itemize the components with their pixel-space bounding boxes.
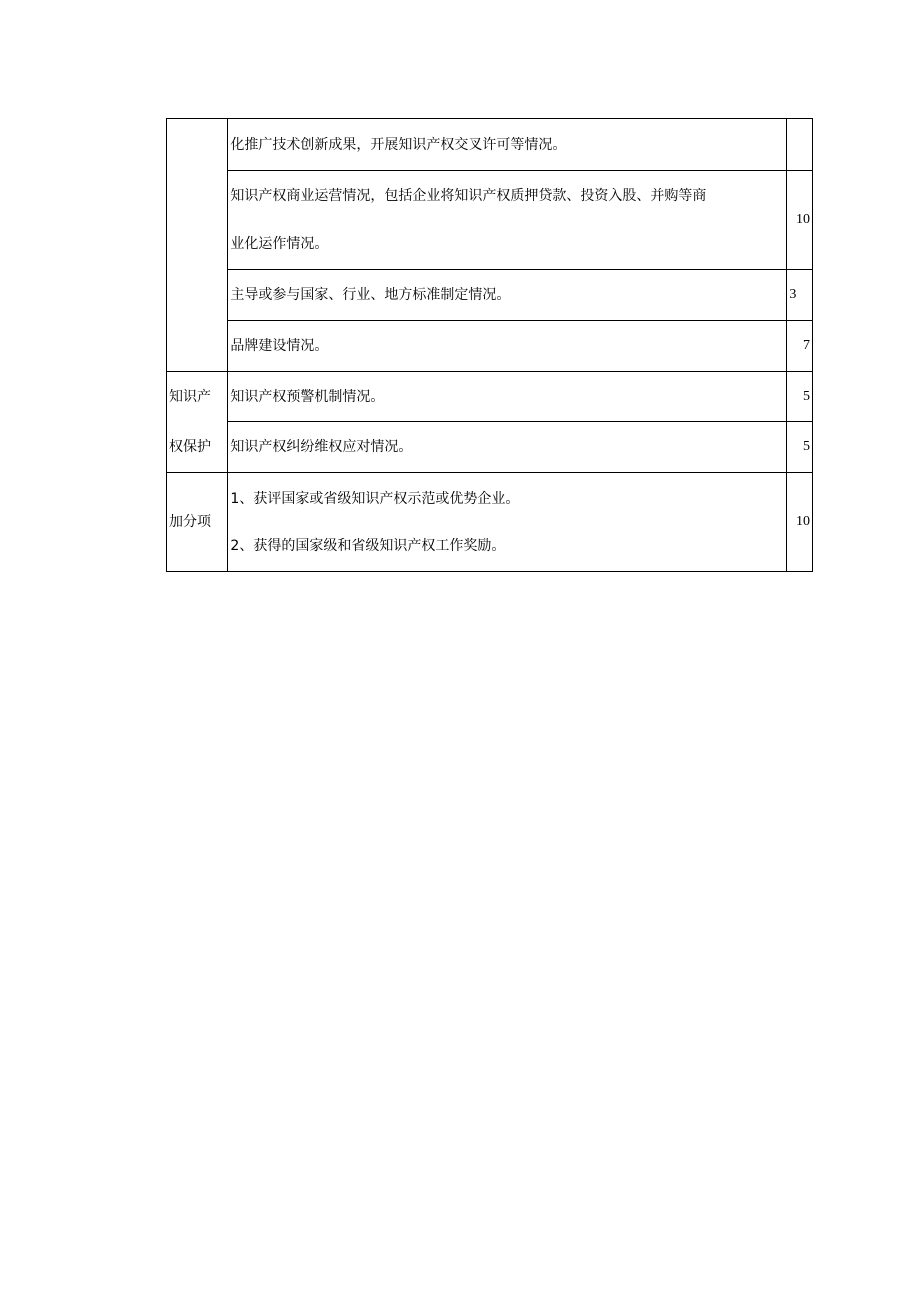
description-cell xyxy=(228,372,787,422)
row-description: 品牌建设情况。 xyxy=(230,338,329,354)
score-cell xyxy=(787,473,813,572)
row-description: 知识产权预警机制情况。 xyxy=(230,388,385,405)
table-row xyxy=(167,171,813,270)
score-cell xyxy=(787,372,813,422)
row-score: 5 xyxy=(803,439,810,454)
bonus-item-1: 1、获评国家或省级知识产权示范或优势企业。 xyxy=(230,490,520,507)
category-cell-empty xyxy=(167,119,228,372)
table-row xyxy=(167,372,813,422)
row-description-line-1: 知识产权商业运营情况，包括企业将知识产权质押贷款、投资入股、并购等商 xyxy=(230,188,707,204)
row-score: 7 xyxy=(803,338,810,353)
description-cell xyxy=(228,270,787,321)
table-row xyxy=(167,270,813,321)
category-cell-bonus xyxy=(167,473,228,572)
description-cell xyxy=(228,422,787,473)
row-score: 3 xyxy=(789,287,797,302)
description-cell xyxy=(228,321,787,372)
category-label-line-1: 知识产 xyxy=(169,389,211,405)
row-description: 知识产权纠纷维权应对情况。 xyxy=(230,439,413,455)
category-label: 加分项 xyxy=(169,514,211,530)
table-row xyxy=(167,119,813,171)
bonus-item-2: 2、获得的国家级和省级知识产权工作奖励。 xyxy=(230,537,506,554)
row-score: 10 xyxy=(796,514,810,529)
row-description-line-2: 业化运作情况。 xyxy=(230,236,329,252)
row-description: 主导或参与国家、行业、地方标准制定情况。 xyxy=(230,287,511,303)
row-score: 10 xyxy=(796,212,810,227)
score-cell xyxy=(787,321,813,372)
table-row xyxy=(167,422,813,473)
table-row xyxy=(167,473,813,572)
description-cell xyxy=(228,171,787,270)
description-cell xyxy=(228,119,787,171)
description-cell xyxy=(228,473,787,572)
category-cell-ip-protection xyxy=(167,372,228,473)
score-cell xyxy=(787,171,813,270)
score-cell xyxy=(787,119,813,171)
table-row xyxy=(167,321,813,372)
score-cell xyxy=(787,422,813,473)
row-score: 5 xyxy=(803,388,810,404)
category-label-line-2: 权保护 xyxy=(169,439,211,455)
row-description: 化推广技术创新成果，开展知识产权交叉许可等情况。 xyxy=(230,136,567,153)
evaluation-table xyxy=(166,118,813,572)
score-cell xyxy=(787,270,813,321)
